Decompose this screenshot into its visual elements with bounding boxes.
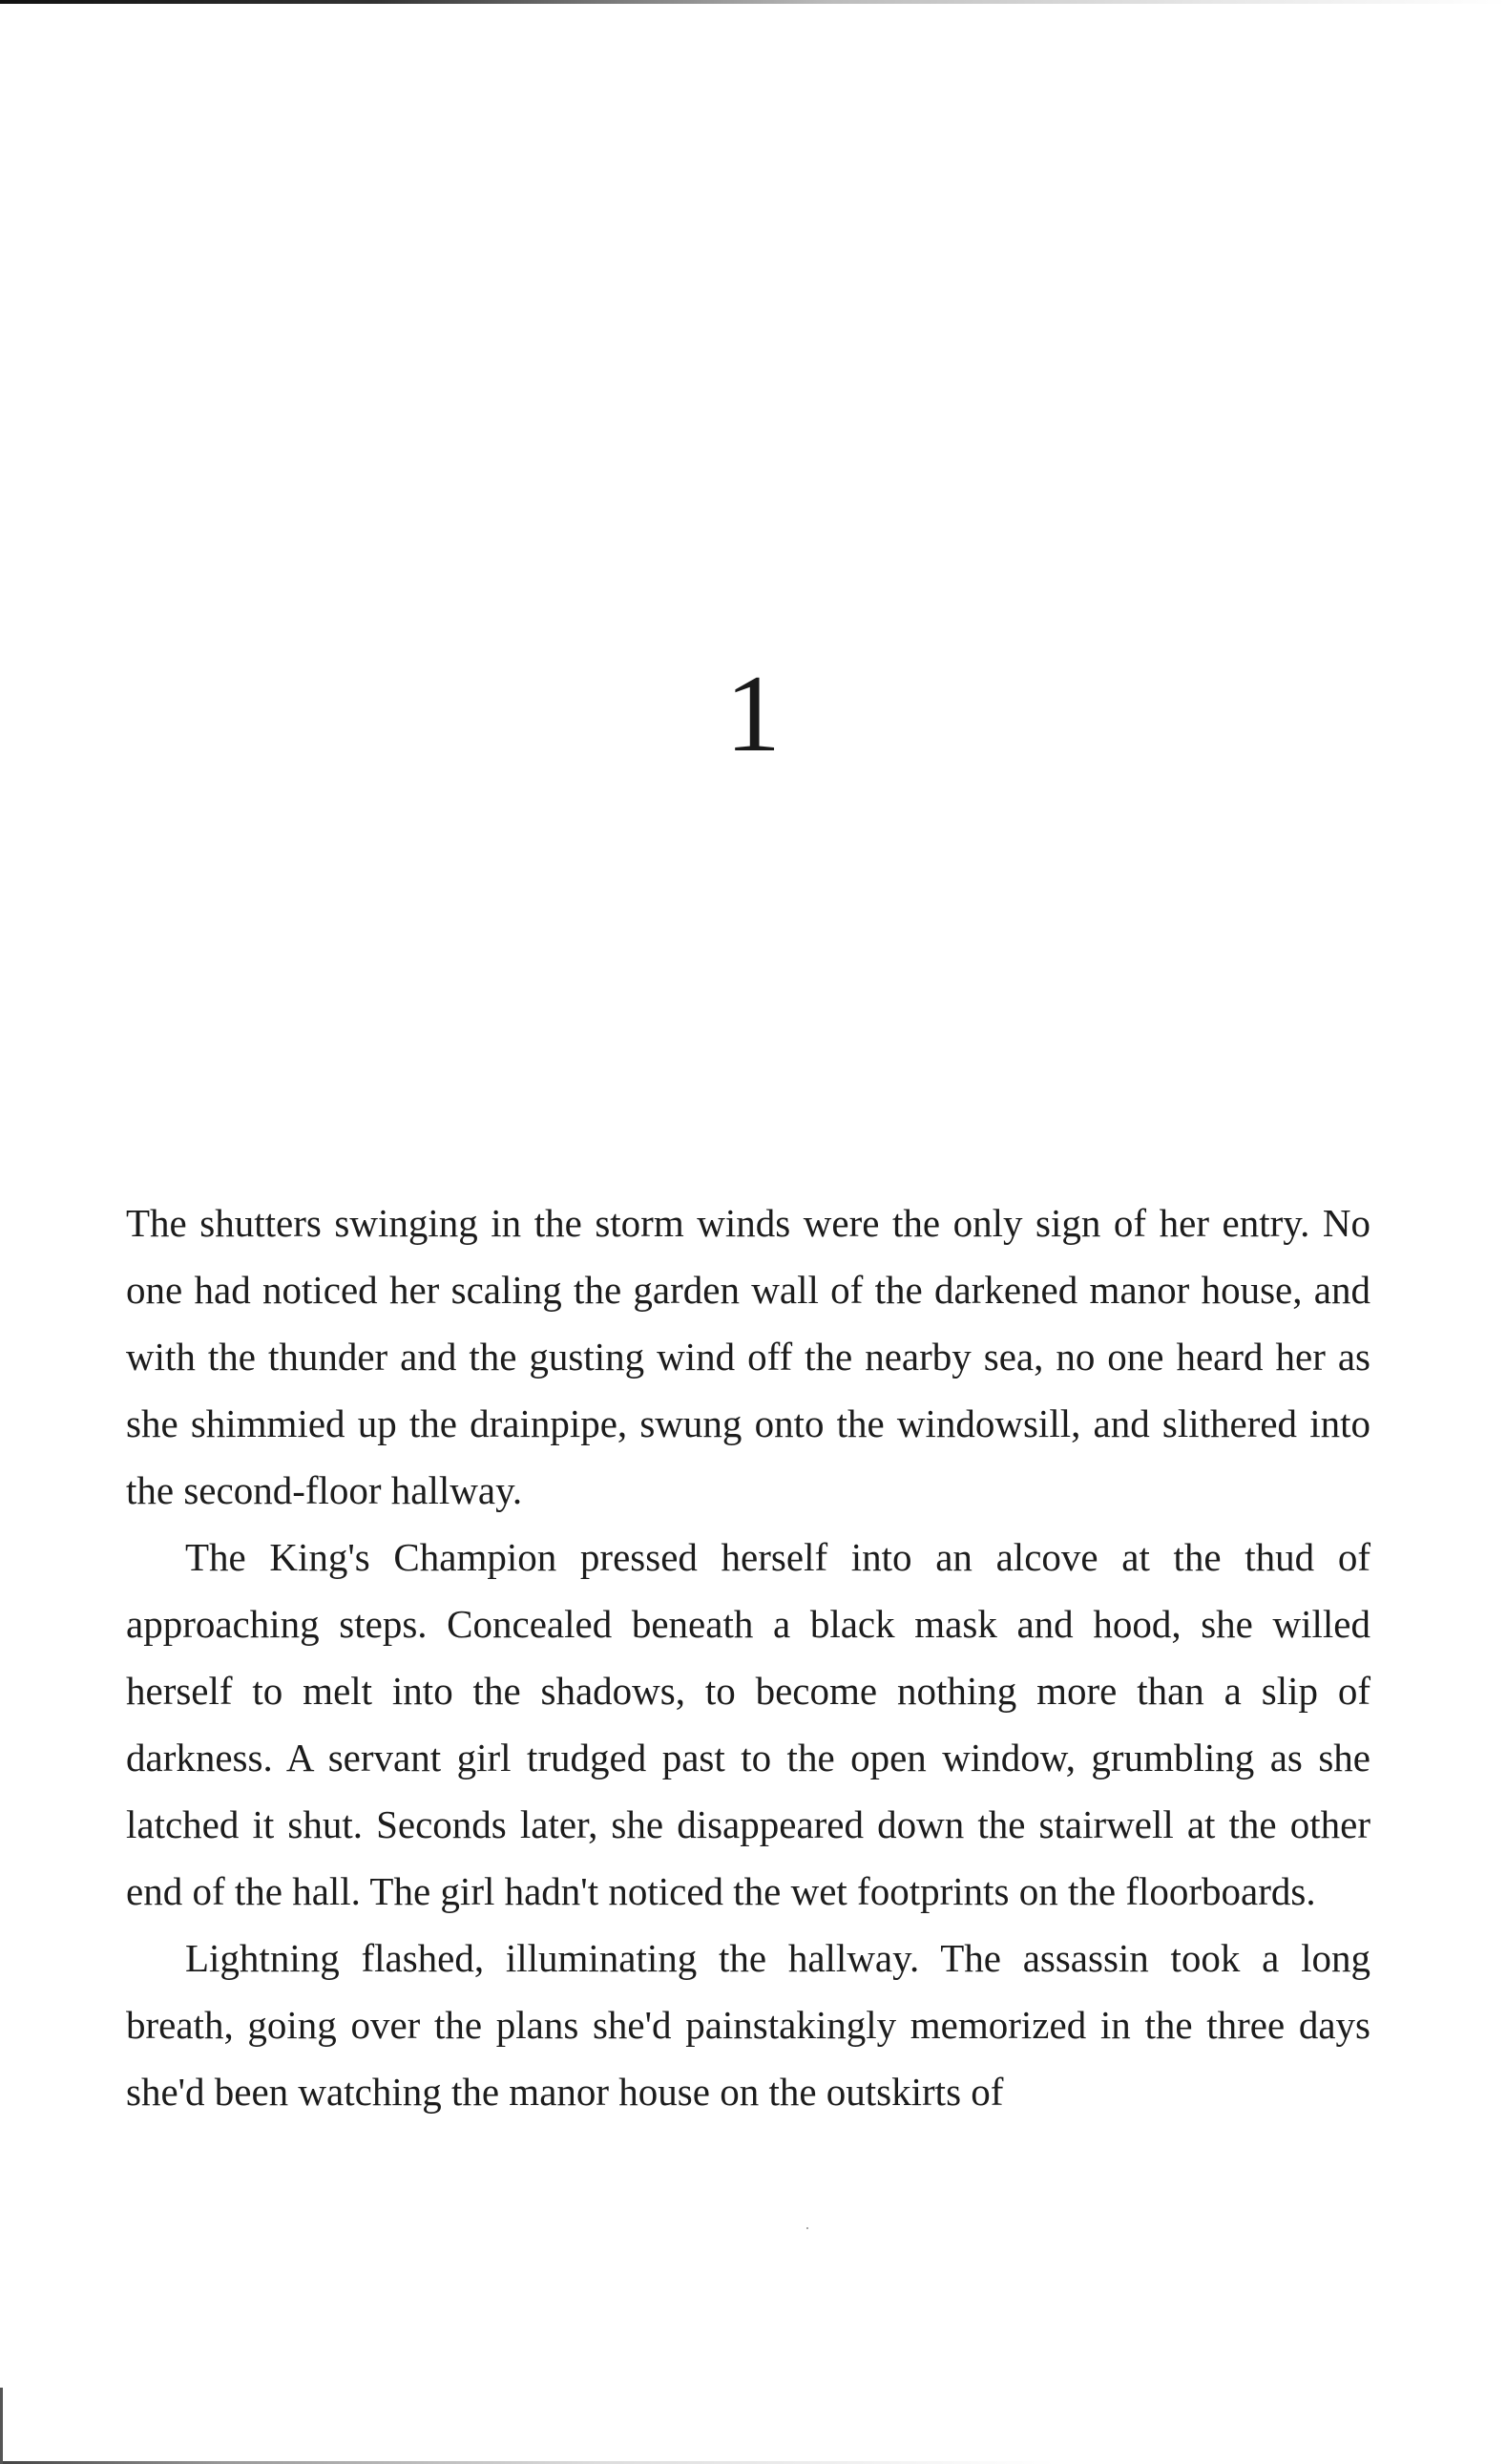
paragraph-3: Lightning flashed, illuminating the hallway. The assassin took a long breath, going over the plans she'd painstakingly memorized in the three days she'd been watching the manor house on the outskirts of xyxy=(126,1936,1370,2114)
paragraph-2: The King's Champion pressed herself into an alcove at the thud of approaching steps. Concealed beneath a black mask and hood, she willed herself to melt into the shadows, to become nothing more than a slip of darkness. A servant girl trudged past to the open window, grumbling as she latched it shut. Seconds later, she disappeared down the stairwell at the other end of the hall. The girl hadn't noticed the wet footprints on the floorboards. xyxy=(126,1535,1370,1913)
chapter-body xyxy=(126,1190,1370,2125)
chapter-number: 1 xyxy=(725,653,781,775)
paragraph-1: The shutters swinging in the storm winds were the only sign of her entry. No one had noticed her scaling the garden wall of the darkened manor house, and with the thunder and the gusting wind off the nearby sea, no one heard her as she shimmied up the drainpipe, swung onto the windowsill, and slithered into the second-floor hallway. xyxy=(126,1201,1370,1512)
page-left-edge xyxy=(0,2388,3,2464)
page-top-edge xyxy=(0,0,1506,4)
page-speck xyxy=(806,2227,808,2229)
